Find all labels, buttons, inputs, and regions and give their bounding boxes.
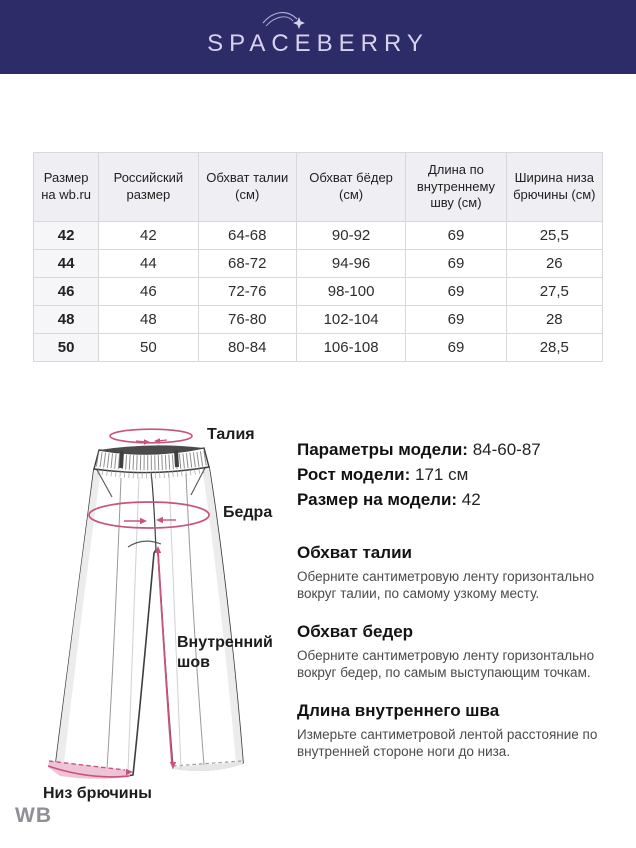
size-table [33, 152, 603, 362]
model-height-label: Рост модели: [297, 465, 411, 484]
model-size-value: 42 [461, 490, 481, 509]
cell-hips: 90-92 [296, 222, 405, 250]
star-icon [293, 17, 305, 29]
model-params-line [297, 440, 619, 460]
cell-ru-size: 42 [99, 222, 198, 250]
waist-label: Талия [207, 426, 255, 443]
cell-hips: 106-108 [296, 334, 405, 362]
col-header-inseam: Длина по внутреннему шву (см) [406, 153, 506, 222]
model-params-label: Параметры модели: [297, 440, 468, 459]
cell-hips: 102-104 [296, 306, 405, 334]
guide-hips-title: Обхват бедер [297, 622, 414, 641]
cell-waist: 80-84 [198, 334, 296, 362]
cell-ru-size: 46 [99, 278, 198, 306]
cell-leg-width: 25,5 [506, 222, 602, 250]
hem-label: Низ брючины [43, 785, 152, 802]
guide-inseam-title: Длина внутреннего шва [297, 701, 500, 720]
size-table-header-row [34, 153, 603, 222]
cell-inseam: 69 [406, 250, 506, 278]
cell-waist: 72-76 [198, 278, 296, 306]
cell-leg-width: 28,5 [506, 334, 602, 362]
cell-wb-size: 44 [34, 250, 99, 278]
pants-diagram [0, 412, 300, 812]
col-header-hips: Обхват бёдер (см) [296, 153, 405, 222]
cell-ru-size: 44 [99, 250, 198, 278]
cell-waist: 64-68 [198, 222, 296, 250]
inseam-label: Внутренний шов [177, 634, 273, 671]
wb-watermark: WB [15, 804, 52, 827]
cell-inseam: 69 [406, 278, 506, 306]
cell-leg-width: 27,5 [506, 278, 602, 306]
cell-wb-size: 42 [34, 222, 99, 250]
brand-logo: SPACEBERRY [207, 30, 429, 57]
table-row [34, 222, 603, 250]
model-height-line [297, 465, 619, 485]
cell-inseam: 69 [406, 222, 506, 250]
cell-inseam: 69 [406, 334, 506, 362]
model-height-value: 171 см [414, 465, 469, 484]
col-header-leg-width: Ширина низа брючины (см) [506, 153, 602, 222]
cell-ru-size: 50 [99, 334, 198, 362]
cell-leg-width: 26 [506, 250, 602, 278]
measure-guide [297, 543, 619, 760]
cell-inseam: 69 [406, 306, 506, 334]
cell-wb-size: 50 [34, 334, 99, 362]
table-row [34, 250, 603, 278]
table-row [34, 334, 603, 362]
col-header-waist: Обхват талии (см) [198, 153, 296, 222]
cell-wb-size: 46 [34, 278, 99, 306]
cell-waist: 68-72 [198, 250, 296, 278]
cell-wb-size: 48 [34, 306, 99, 334]
guide-waist-text: Оберните сантиметровую ленту горизонтально вокруг талии, по самому узкому месту. [297, 569, 595, 601]
cell-ru-size: 48 [99, 306, 198, 334]
guide-inseam-text: Измерьте сантиметровой лентой расстояние по внутренней стороне ноги до низа. [297, 727, 598, 759]
waist-measure-ellipse [110, 429, 192, 443]
cell-hips: 94-96 [296, 250, 405, 278]
cell-hips: 98-100 [296, 278, 405, 306]
model-info-section [297, 440, 619, 780]
col-header-ru-size: Российский размер [99, 153, 198, 222]
brand-header [0, 0, 636, 74]
guide-hips-text: Оберните сантиметровую ленту горизонтально вокруг бедер, по самым выступающим точкам. [297, 648, 595, 680]
cell-waist: 76-80 [198, 306, 296, 334]
model-params-value: 84-60-87 [472, 440, 541, 459]
col-header-wb-size: Размер на wb.ru [34, 153, 99, 222]
hips-label: Бедра [223, 504, 273, 521]
cell-leg-width: 28 [506, 306, 602, 334]
model-size-line [297, 490, 619, 510]
table-row [34, 278, 603, 306]
guide-waist-title: Обхват талии [297, 543, 412, 562]
model-size-label: Размер на модели: [297, 490, 458, 509]
table-row [34, 306, 603, 334]
